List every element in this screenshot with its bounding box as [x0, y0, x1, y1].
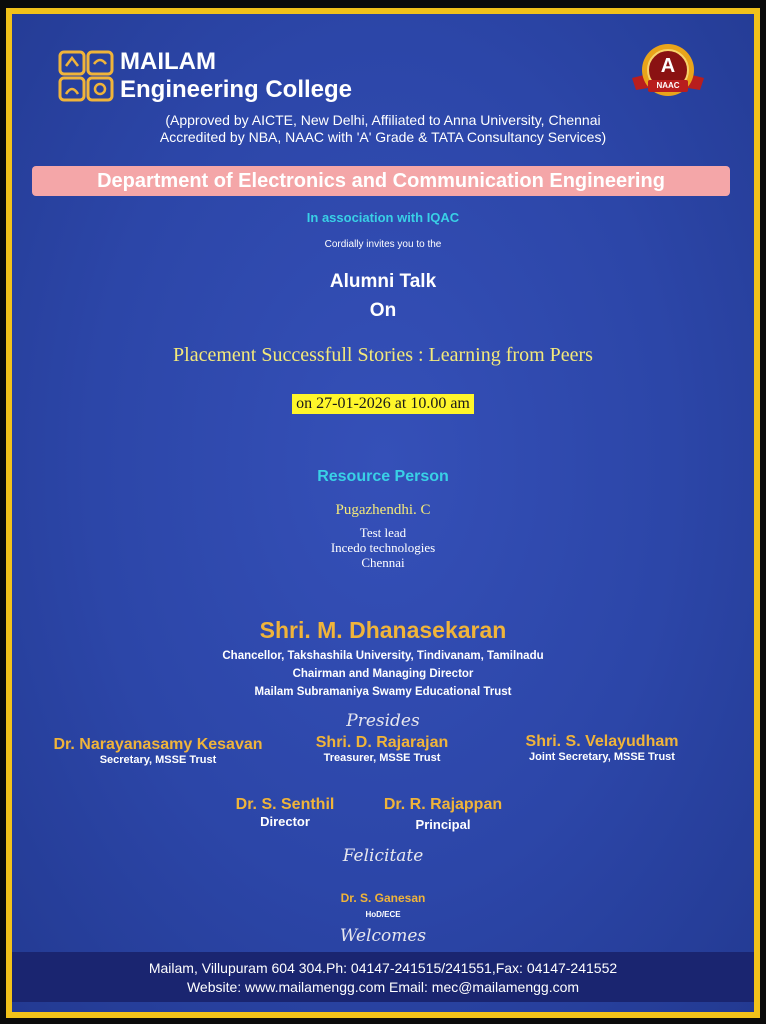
naac-badge — [626, 40, 710, 104]
trustee-role: Treasurer, MSSE Trust — [323, 752, 441, 764]
resource-person-city: Chennai — [361, 555, 405, 570]
department-banner: Department of Electronics and Communication Engineering — [32, 166, 730, 196]
felicitate-label: Felicitate — [342, 846, 424, 866]
event-title-on: On — [369, 300, 397, 321]
chief-guest-name: Shri. M. Dhanasekaran — [259, 617, 507, 643]
approval-line2: Accredited by NBA, NAAC with 'A' Grade & TATA Consultancy Services) — [159, 129, 607, 145]
hod-name: Dr. S. Ganesan — [340, 891, 426, 905]
college-name-line1: MAILAM — [120, 48, 216, 75]
chief-guest-line3: Mailam Subramaniya Swamy Educational Trust — [254, 686, 512, 698]
naac-grade: A — [660, 55, 676, 77]
footer-address: Mailam, Villupuram 604 304.Ph: 04147-241515/241551,Fax: 04147-241552 — [148, 960, 618, 976]
official-name: Dr. R. Rajappan — [383, 796, 503, 813]
welcomes-label: Welcomes — [339, 926, 427, 946]
footer-contact: Website: www.mailamengg.com Email: mec@mailamengg.com — [186, 979, 580, 995]
footer — [12, 952, 754, 1002]
trustee-role: Secretary, MSSE Trust — [99, 754, 217, 766]
trustee-joint-secretary — [492, 733, 712, 763]
official-director — [222, 796, 348, 829]
trustee-name: Dr. Narayanasamy Kesavan — [53, 736, 263, 753]
resource-person-company: Incedo technologies — [330, 540, 436, 555]
official-principal — [370, 796, 516, 832]
event-title: Alumni Talk — [329, 271, 437, 292]
chief-guest-line1: Chancellor, Takshashila University, Tindivanam, Tamilnadu — [222, 650, 544, 662]
event-topic: Placement Successfull Stories : Learning from Peers — [173, 344, 593, 366]
trustee-role: Joint Secretary, MSSE Trust — [529, 751, 675, 763]
event-date: on 27-01-2026 at 10.00 am — [292, 394, 474, 414]
official-role: Principal — [415, 817, 471, 832]
presides-label: Presides — [346, 711, 420, 731]
official-role: Director — [260, 814, 310, 829]
naac-label: NAAC — [656, 81, 680, 90]
college-name — [120, 48, 352, 104]
approval-line1: (Approved by AICTE, New Delhi, Affiliated to Anna University, Chennai — [165, 112, 601, 128]
poster — [12, 14, 754, 1012]
invite-text: Cordially invites you to the — [324, 239, 442, 250]
resource-person-name: Pugazhendhi. C — [335, 502, 431, 518]
resource-person-heading: Resource Person — [317, 468, 449, 485]
trustee-name: Shri. D. Rajarajan — [315, 734, 449, 751]
resource-person-role: Test lead — [359, 525, 407, 540]
trustee-name: Shri. S. Velayudham — [525, 733, 679, 750]
event-date-wrapper — [12, 394, 754, 414]
college-name-line2: Engineering College — [120, 76, 353, 103]
official-name: Dr. S. Senthil — [235, 796, 335, 813]
trustee-secretary — [30, 736, 286, 766]
association-text: In association with IQAC — [306, 210, 460, 225]
hod-role: HoD/ECE — [365, 910, 401, 919]
chief-guest-line2: Chairman and Managing Director — [292, 668, 474, 680]
trustee-treasurer — [282, 734, 482, 764]
college-logo-icon — [58, 50, 114, 104]
